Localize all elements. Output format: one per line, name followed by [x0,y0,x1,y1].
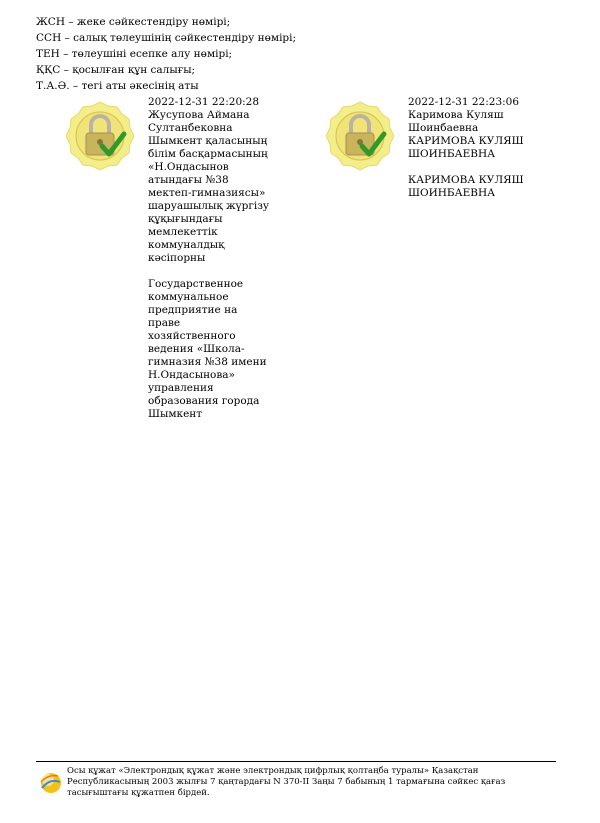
signature-line: мемлекеттік [148,226,218,238]
signature-details [148,96,270,421]
signature-line: коммунальное [148,291,229,303]
signature-line: хозяйственного [148,330,236,342]
signature-line: атындағы №38 [148,174,229,186]
signature-line: ШОИНБАЕВНА [408,187,496,199]
signature-spacer [148,265,270,278]
footer-divider [36,761,556,762]
signature-line: гимназия №38 имени [148,356,267,368]
signature-line: мектеп-гимназиясы» [148,187,266,199]
signature-line: шаруашылық жүргізу [148,200,270,212]
abbreviation-item: ҚҚС – қосылған құн салығы; [36,64,196,76]
signature-line: Жусупова Аймана [148,109,250,121]
signature-line: управления [148,382,214,394]
abbreviation-item: ССН – салық төлеушінің сәйкестендіру нөмірі; [36,32,297,44]
signature-line: Н.Ондасынова» [148,369,235,381]
signature-line: Шоинбаевна [408,122,479,134]
signature-line: «Н.Ондасынов [148,161,229,173]
footer-line: Республикасының 2003 жылғы 7 қаңтардағы N 370-II Заңы 7 бабының 1 тармағына сәйкес қағаз [67,777,506,787]
signature-line: ШОИНБАЕВНА [408,148,496,160]
signature-datetime: 2022-12-31 22:23:06 [408,96,520,108]
footer-line: Осы құжат «Электрондық құжат және электрондық цифрлық қолтаңба туралы» Қазақстан [67,766,479,776]
signature-line: Султанбековна [148,122,233,134]
abbreviations-list [36,14,296,94]
signature-line: Государственное [148,278,244,290]
padlock-check-seal-icon [66,96,134,176]
signature-line: предприятие на [148,304,238,316]
signature-line: құқығындағы [148,213,223,225]
signature-details [408,96,530,200]
signature-line: образования города [148,395,260,407]
signature-line: Каримова Куляш [408,109,504,121]
signature-line: праве [148,317,181,329]
egov-logo-icon [38,770,62,794]
signature-spacer [408,161,530,174]
abbreviation-item: Т.А.Ә. – тегі аты әкесінің аты [36,80,199,92]
signature-line: Шымкент [148,408,203,420]
padlock-check-seal-icon [326,96,394,176]
signature-line: ведения «Школа- [148,343,245,355]
abbreviation-item: ТЕН – төлеушіні есепке алу нөмірі; [36,48,233,60]
signature-line: КАРИМОВА КУЛЯШ [408,135,524,147]
signature-line: КАРИМОВА КУЛЯШ [408,174,524,186]
footer-legal-notice [67,766,547,799]
abbreviation-item: ЖСН – жеке сәйкестендіру нөмірі; [36,16,231,28]
footer-line: тасығыштағы құжатпен бірдей. [67,788,210,798]
signature-line: білім басқармасының [148,148,268,160]
signature-line: коммуналдық [148,239,225,251]
signature-line: Шымкент қаласының [148,135,268,147]
signature-datetime: 2022-12-31 22:20:28 [148,96,260,108]
signature-line: кәсіпорны [148,252,206,264]
